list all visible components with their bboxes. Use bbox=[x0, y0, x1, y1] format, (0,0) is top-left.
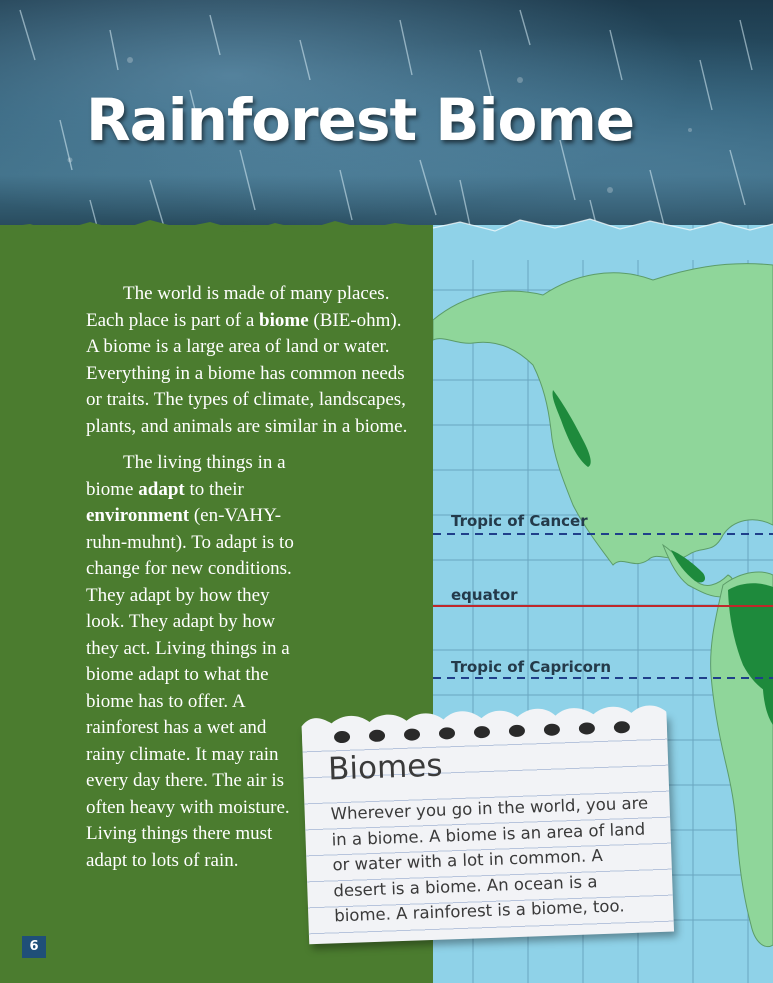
equator-label: equator bbox=[451, 586, 518, 604]
tropic-of-capricorn-label: Tropic of Capricorn bbox=[451, 658, 612, 676]
page-number: 6 bbox=[22, 936, 46, 958]
term-environment: environment bbox=[86, 505, 190, 526]
tropic-of-cancer-label: Tropic of Cancer bbox=[451, 512, 588, 530]
paragraph-1: The world is made of many places. Each place is part of a biome (BIE-ohm). A biome is a large area of land or water. Everything in a biome has common needs or traits. The types of climate, landscapes, plants, and animals are similar in a biome. bbox=[86, 283, 408, 437]
paragraph-2: The living things in a biome adapt to their environment (en-VAHY-ruhn-muhnt). To adapt is to change for new conditions. They adapt by how they look. They adapt by how they act. Living things in a biome adapt to what the biome has to offer. A rainforest has a wet and rainy climate. It may rain every day there. The air is often heavy with moisture. Living things there must adapt to lots of rain. bbox=[86, 452, 294, 871]
note-title: Biomes bbox=[327, 747, 444, 788]
torn-edge bbox=[0, 210, 773, 260]
page-title: Rainforest Biome bbox=[86, 86, 635, 154]
term-adapt: adapt bbox=[138, 478, 185, 500]
note-text: Wherever you go in the world, you are in a biome. A biome is an area of land or water with a lot in common. A desert is a biome. An ocean is a biome. A rainforest is a biome, too. bbox=[330, 793, 649, 926]
biomes-note-card bbox=[301, 694, 674, 945]
term-biome: biome bbox=[259, 309, 309, 331]
